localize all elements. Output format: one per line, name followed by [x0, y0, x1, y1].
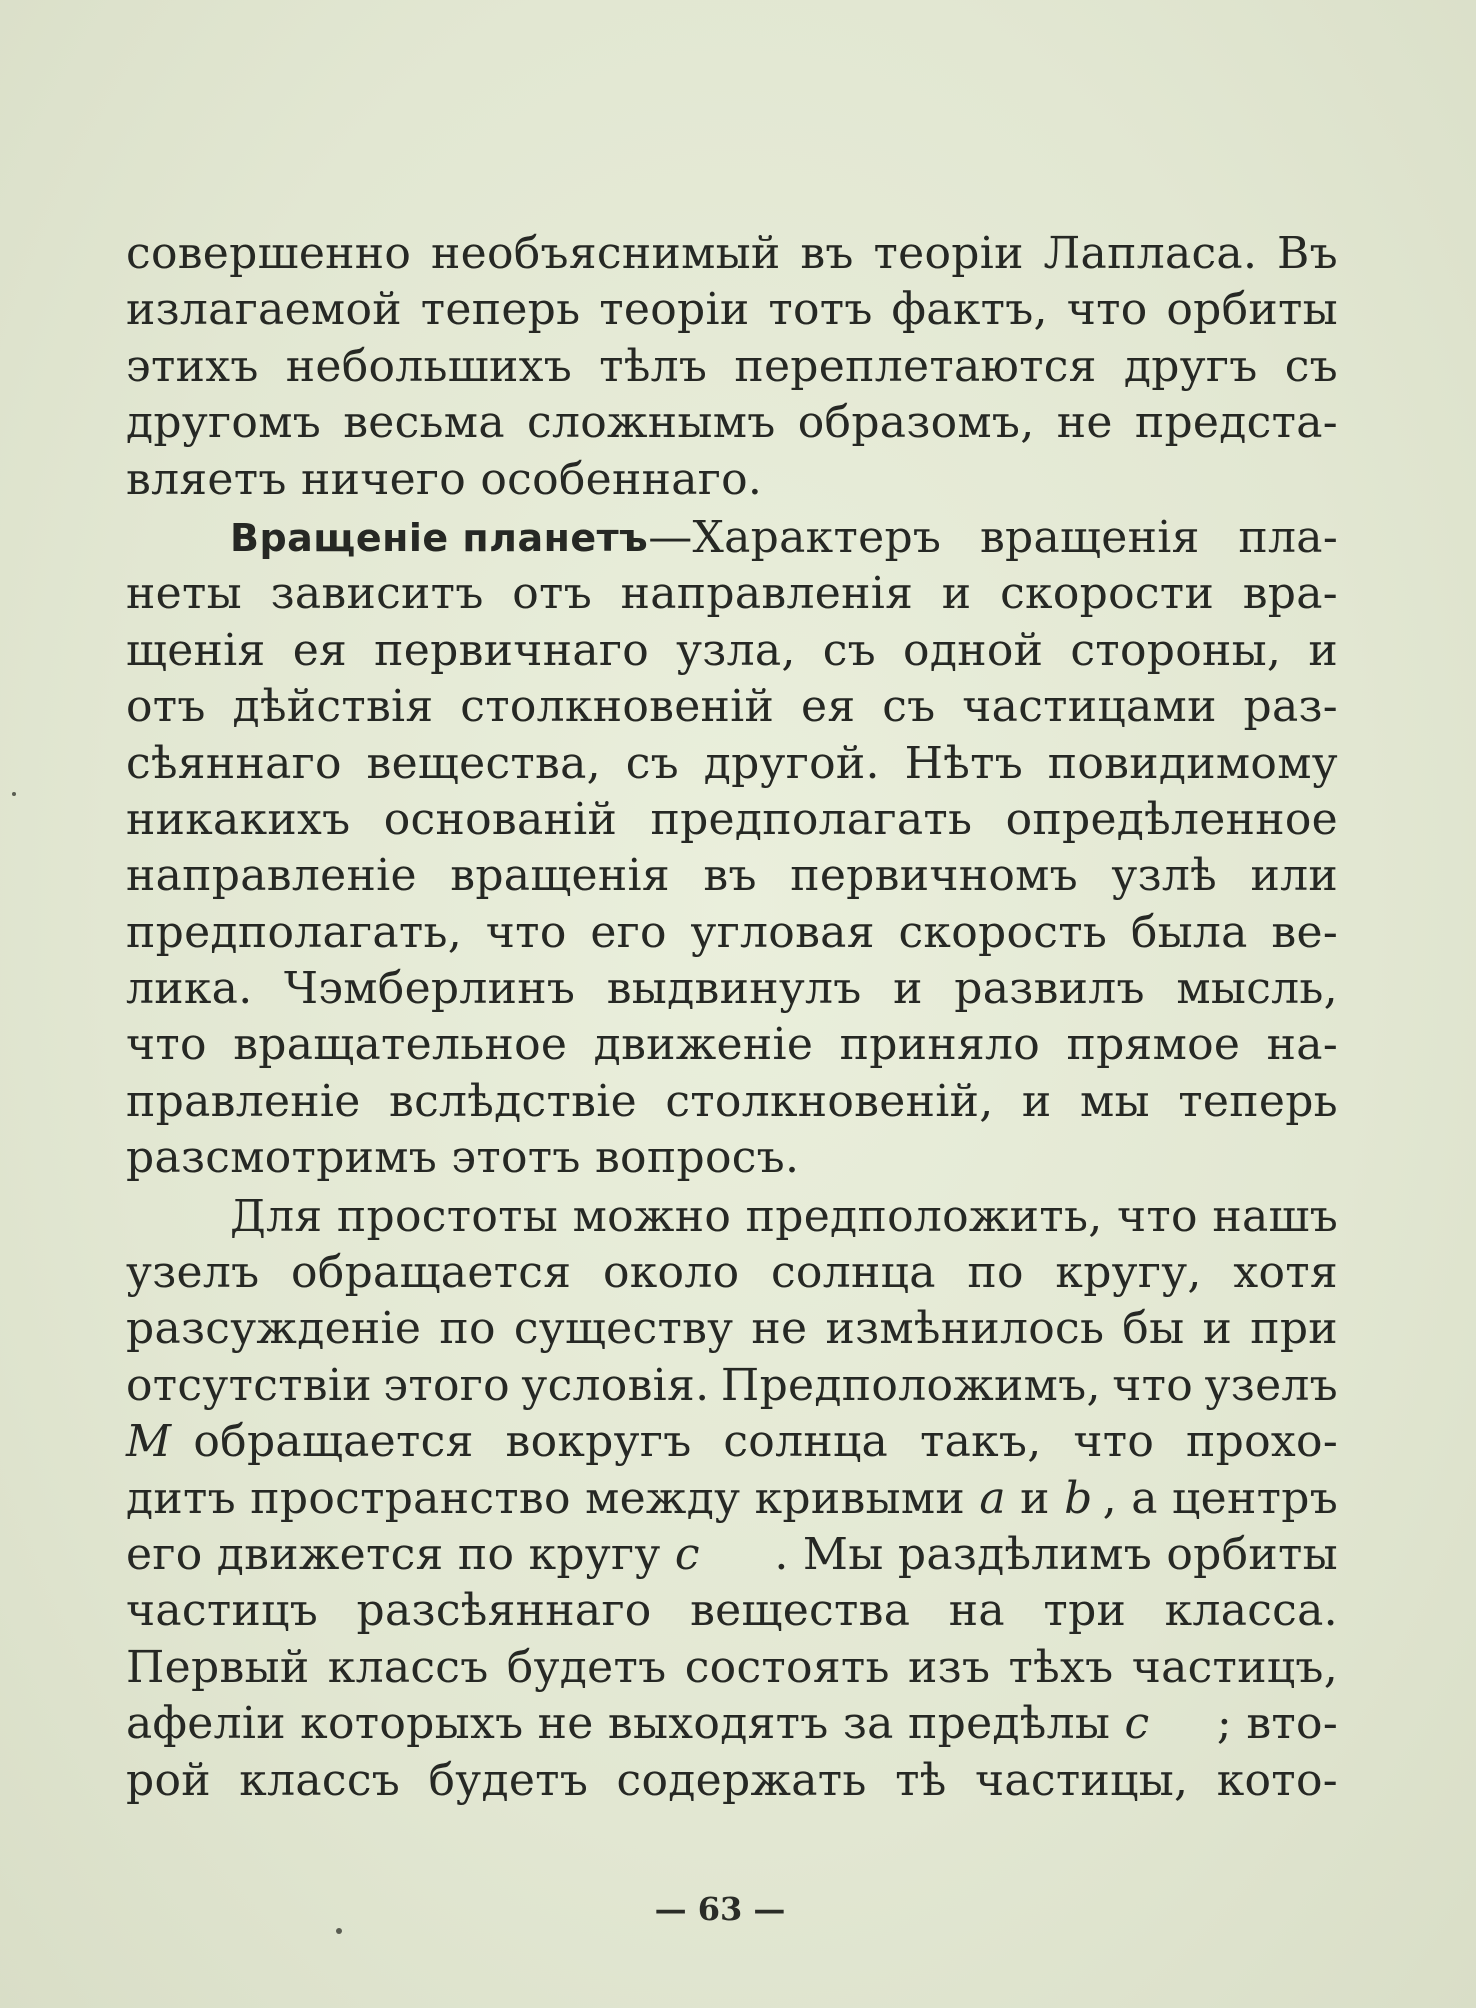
word: Въ: [1277, 228, 1338, 279]
text-line: [126, 1017, 1338, 1073]
text-line: [126, 1189, 1338, 1245]
text-line: [126, 339, 1338, 395]
word: скорость: [898, 906, 1108, 958]
word: теперь: [1178, 1075, 1338, 1127]
word: частицъ,: [1131, 1641, 1338, 1693]
text-span: обращается вокругъ солнца такъ, что прохо-: [193, 1416, 1338, 1468]
paper-speck: [12, 792, 16, 796]
word: раз-: [1243, 681, 1338, 733]
word: три: [1043, 1585, 1127, 1637]
variable-a: a: [979, 1472, 1006, 1524]
word: узла,: [676, 624, 796, 676]
text-line: [126, 1358, 1338, 1414]
word: его: [590, 906, 667, 958]
text-line: [126, 961, 1338, 1017]
text-span: [171, 1414, 193, 1470]
word: Первый: [126, 1641, 310, 1693]
word: опредѣленное: [1005, 793, 1338, 845]
word: что: [1117, 1190, 1198, 1242]
word: класса.: [1164, 1585, 1338, 1637]
word: вращательное: [233, 1019, 568, 1071]
word: бы: [1122, 1303, 1185, 1355]
word: или: [1250, 850, 1338, 902]
word: Для: [230, 1190, 323, 1242]
word: Лапласа.: [1043, 228, 1258, 279]
text-line: [126, 848, 1338, 904]
variable-c: c: [674, 1528, 700, 1580]
word: угловая: [690, 906, 875, 958]
word: была: [1130, 906, 1248, 958]
word: этихъ: [126, 340, 259, 392]
word: ве-: [1271, 906, 1338, 958]
variable-c: c: [1124, 1698, 1150, 1750]
text-line: [126, 623, 1338, 679]
word: другой.: [703, 737, 880, 789]
word: предполагать: [650, 793, 973, 845]
word: существу: [513, 1303, 734, 1355]
word: вслѣдствiе: [389, 1075, 637, 1127]
text-span: , а центръ: [1102, 1472, 1338, 1524]
word: предста-: [1134, 397, 1338, 449]
text-span: —Характеръ вращенiя пла-: [648, 511, 1338, 563]
word: теперь: [420, 284, 581, 336]
word: что: [126, 1019, 207, 1071]
text-line: [126, 452, 1338, 508]
word: кругу,: [1055, 1247, 1202, 1299]
word: въ: [800, 228, 854, 279]
word: на-: [1266, 1019, 1338, 1071]
word: съ: [625, 737, 679, 789]
page-number: — 63 —: [654, 1890, 786, 1928]
word: будетъ: [428, 1754, 589, 1806]
word: по: [439, 1303, 496, 1355]
word: хотя: [1233, 1247, 1338, 1299]
word: классъ: [327, 1641, 489, 1693]
text-line: [126, 1130, 1338, 1186]
word: тѣхъ: [1008, 1641, 1114, 1693]
word: щенiя: [126, 624, 266, 676]
word: движенiе: [593, 1019, 814, 1071]
word: кото-: [1216, 1754, 1338, 1806]
word: стороны,: [1070, 624, 1282, 676]
text-span: афелiи которыхъ не выходятъ за предѣлы: [126, 1698, 1111, 1750]
text-line: [126, 1640, 1338, 1696]
variable-m: M: [126, 1416, 172, 1468]
word: правленiе: [126, 1075, 361, 1127]
word: частицъ: [126, 1585, 319, 1637]
text-span: его движется по кругу: [126, 1528, 661, 1580]
word: неты: [126, 568, 242, 620]
text-line: [126, 566, 1338, 622]
body-text: [126, 226, 1338, 1809]
text-line: [126, 679, 1338, 735]
word: лика.: [126, 963, 253, 1015]
word: и: [893, 963, 923, 1015]
word: излагаемой: [126, 284, 402, 336]
word: первичнаго: [374, 624, 649, 676]
text-line: [126, 1414, 1338, 1470]
word: что: [1066, 284, 1148, 336]
word: совершенно: [126, 228, 412, 279]
word: при: [1250, 1303, 1338, 1355]
text-line: [126, 1527, 1338, 1583]
word: теорiи: [599, 284, 750, 336]
word: Чэмберлинъ: [284, 963, 576, 1015]
word: вещества,: [366, 737, 601, 789]
word: другомъ: [126, 397, 322, 449]
word: отсутствiи: [126, 1359, 372, 1411]
word: солнца: [770, 1247, 936, 1299]
text-line: [126, 395, 1338, 451]
word: измѣнилось: [825, 1303, 1105, 1355]
word: тѣлъ: [599, 340, 708, 392]
word: тотъ: [768, 284, 873, 336]
word: небольшихъ: [285, 340, 573, 392]
word: мысль,: [1176, 963, 1338, 1015]
word: и: [1021, 1075, 1052, 1127]
word: столкновенiй,: [665, 1075, 994, 1127]
word: предположить,: [745, 1190, 1103, 1242]
text-span: и: [1020, 1472, 1050, 1524]
word: орбиты: [1166, 284, 1338, 336]
word: приняло: [839, 1019, 1041, 1071]
word: фактъ,: [891, 284, 1048, 336]
word: одной: [903, 624, 1044, 676]
word: весьма: [343, 397, 505, 449]
word: рой: [126, 1754, 211, 1806]
word: тѣ: [895, 1754, 947, 1806]
text-span: ; вто-: [1216, 1698, 1338, 1750]
word: можно: [572, 1190, 732, 1242]
text-span: . Мы раздѣлимъ орбиты: [774, 1528, 1338, 1580]
word: другъ: [1123, 340, 1258, 392]
word: ея: [292, 624, 348, 676]
word: отъ: [512, 568, 592, 620]
word: около: [602, 1247, 740, 1299]
text-line: [126, 510, 1338, 566]
word: переплетаются: [734, 340, 1097, 392]
paper-speck: [336, 1928, 342, 1934]
word: отъ: [126, 681, 206, 733]
text-line: [126, 226, 1338, 282]
word: простоты: [336, 1190, 559, 1242]
word: мы: [1079, 1075, 1150, 1127]
text-line: [126, 905, 1338, 961]
word: Предположимъ,: [720, 1359, 1101, 1411]
word: теорiи: [873, 228, 1024, 279]
word: развилъ: [954, 963, 1145, 1015]
word: сложнымъ: [527, 397, 776, 449]
word: столкновенiй: [460, 681, 775, 733]
word: дѣйствiя: [232, 681, 434, 733]
word: условiя.: [521, 1359, 710, 1411]
word: состоять: [684, 1641, 890, 1693]
word: образомъ,: [797, 397, 1035, 449]
text-line: [126, 736, 1338, 792]
word: Нѣтъ: [904, 737, 1024, 789]
word: повидимому: [1047, 737, 1338, 789]
section-heading: Вращенiе планетъ: [230, 515, 649, 560]
word: необъяснимый: [430, 228, 781, 279]
word: съ: [882, 681, 936, 733]
word: узелъ: [1204, 1359, 1338, 1411]
word: обращается: [291, 1247, 572, 1299]
word: вра-: [1242, 568, 1338, 620]
word: изъ: [908, 1641, 991, 1693]
text-line: [126, 1753, 1338, 1809]
word: что: [485, 906, 567, 958]
variable-b: b: [1064, 1472, 1093, 1524]
text-line: [126, 282, 1338, 338]
word: съ: [1284, 340, 1338, 392]
word: никакихъ: [126, 793, 351, 845]
word: и: [941, 568, 972, 620]
word: будетъ: [506, 1641, 667, 1693]
word: и: [1202, 1303, 1233, 1355]
word: скорости: [1000, 568, 1215, 620]
text-span: разсмотримъ этотъ вопросъ.: [126, 1132, 800, 1184]
word: классъ: [239, 1754, 401, 1806]
word: по: [967, 1247, 1024, 1299]
word: разсужденiе: [126, 1303, 422, 1355]
word: не: [1056, 397, 1113, 449]
word: этого: [383, 1359, 510, 1411]
word: зависитъ: [270, 568, 484, 620]
word: частицами: [962, 681, 1217, 733]
text-line: [126, 1696, 1338, 1752]
word: и: [1308, 624, 1338, 676]
word: основанiй: [383, 793, 618, 845]
word: направленiе: [126, 850, 417, 902]
word: ея: [801, 681, 856, 733]
word: съ: [822, 624, 876, 676]
word: что: [1112, 1359, 1194, 1411]
word: вращенiя: [450, 850, 670, 902]
word: направленiя: [620, 568, 914, 620]
word: предполагать,: [126, 906, 463, 958]
word: на: [948, 1585, 1005, 1637]
text-line: [126, 792, 1338, 848]
word: узелъ: [126, 1247, 260, 1299]
word: въ: [703, 850, 757, 902]
text-line: [126, 1471, 1338, 1527]
word: вещества: [690, 1585, 911, 1637]
text-line: [126, 1301, 1338, 1357]
word: не: [751, 1303, 808, 1355]
word: сѣяннаго: [126, 737, 342, 789]
text-line: [126, 1583, 1338, 1639]
word: содержать: [616, 1754, 867, 1806]
text-line: [126, 1074, 1338, 1130]
text-span: дитъ пространство между кривыми: [126, 1472, 966, 1524]
word: первичномъ: [790, 850, 1078, 902]
word: узлѣ: [1111, 850, 1217, 902]
word: разсѣяннаго: [356, 1585, 652, 1637]
word: прямое: [1066, 1019, 1241, 1071]
word: нашъ: [1212, 1190, 1338, 1242]
word: частицы,: [974, 1754, 1189, 1806]
text-line: [126, 1245, 1338, 1301]
text-span: вляетъ ничего особеннаго.: [126, 453, 763, 505]
word: выдвинулъ: [606, 963, 862, 1015]
